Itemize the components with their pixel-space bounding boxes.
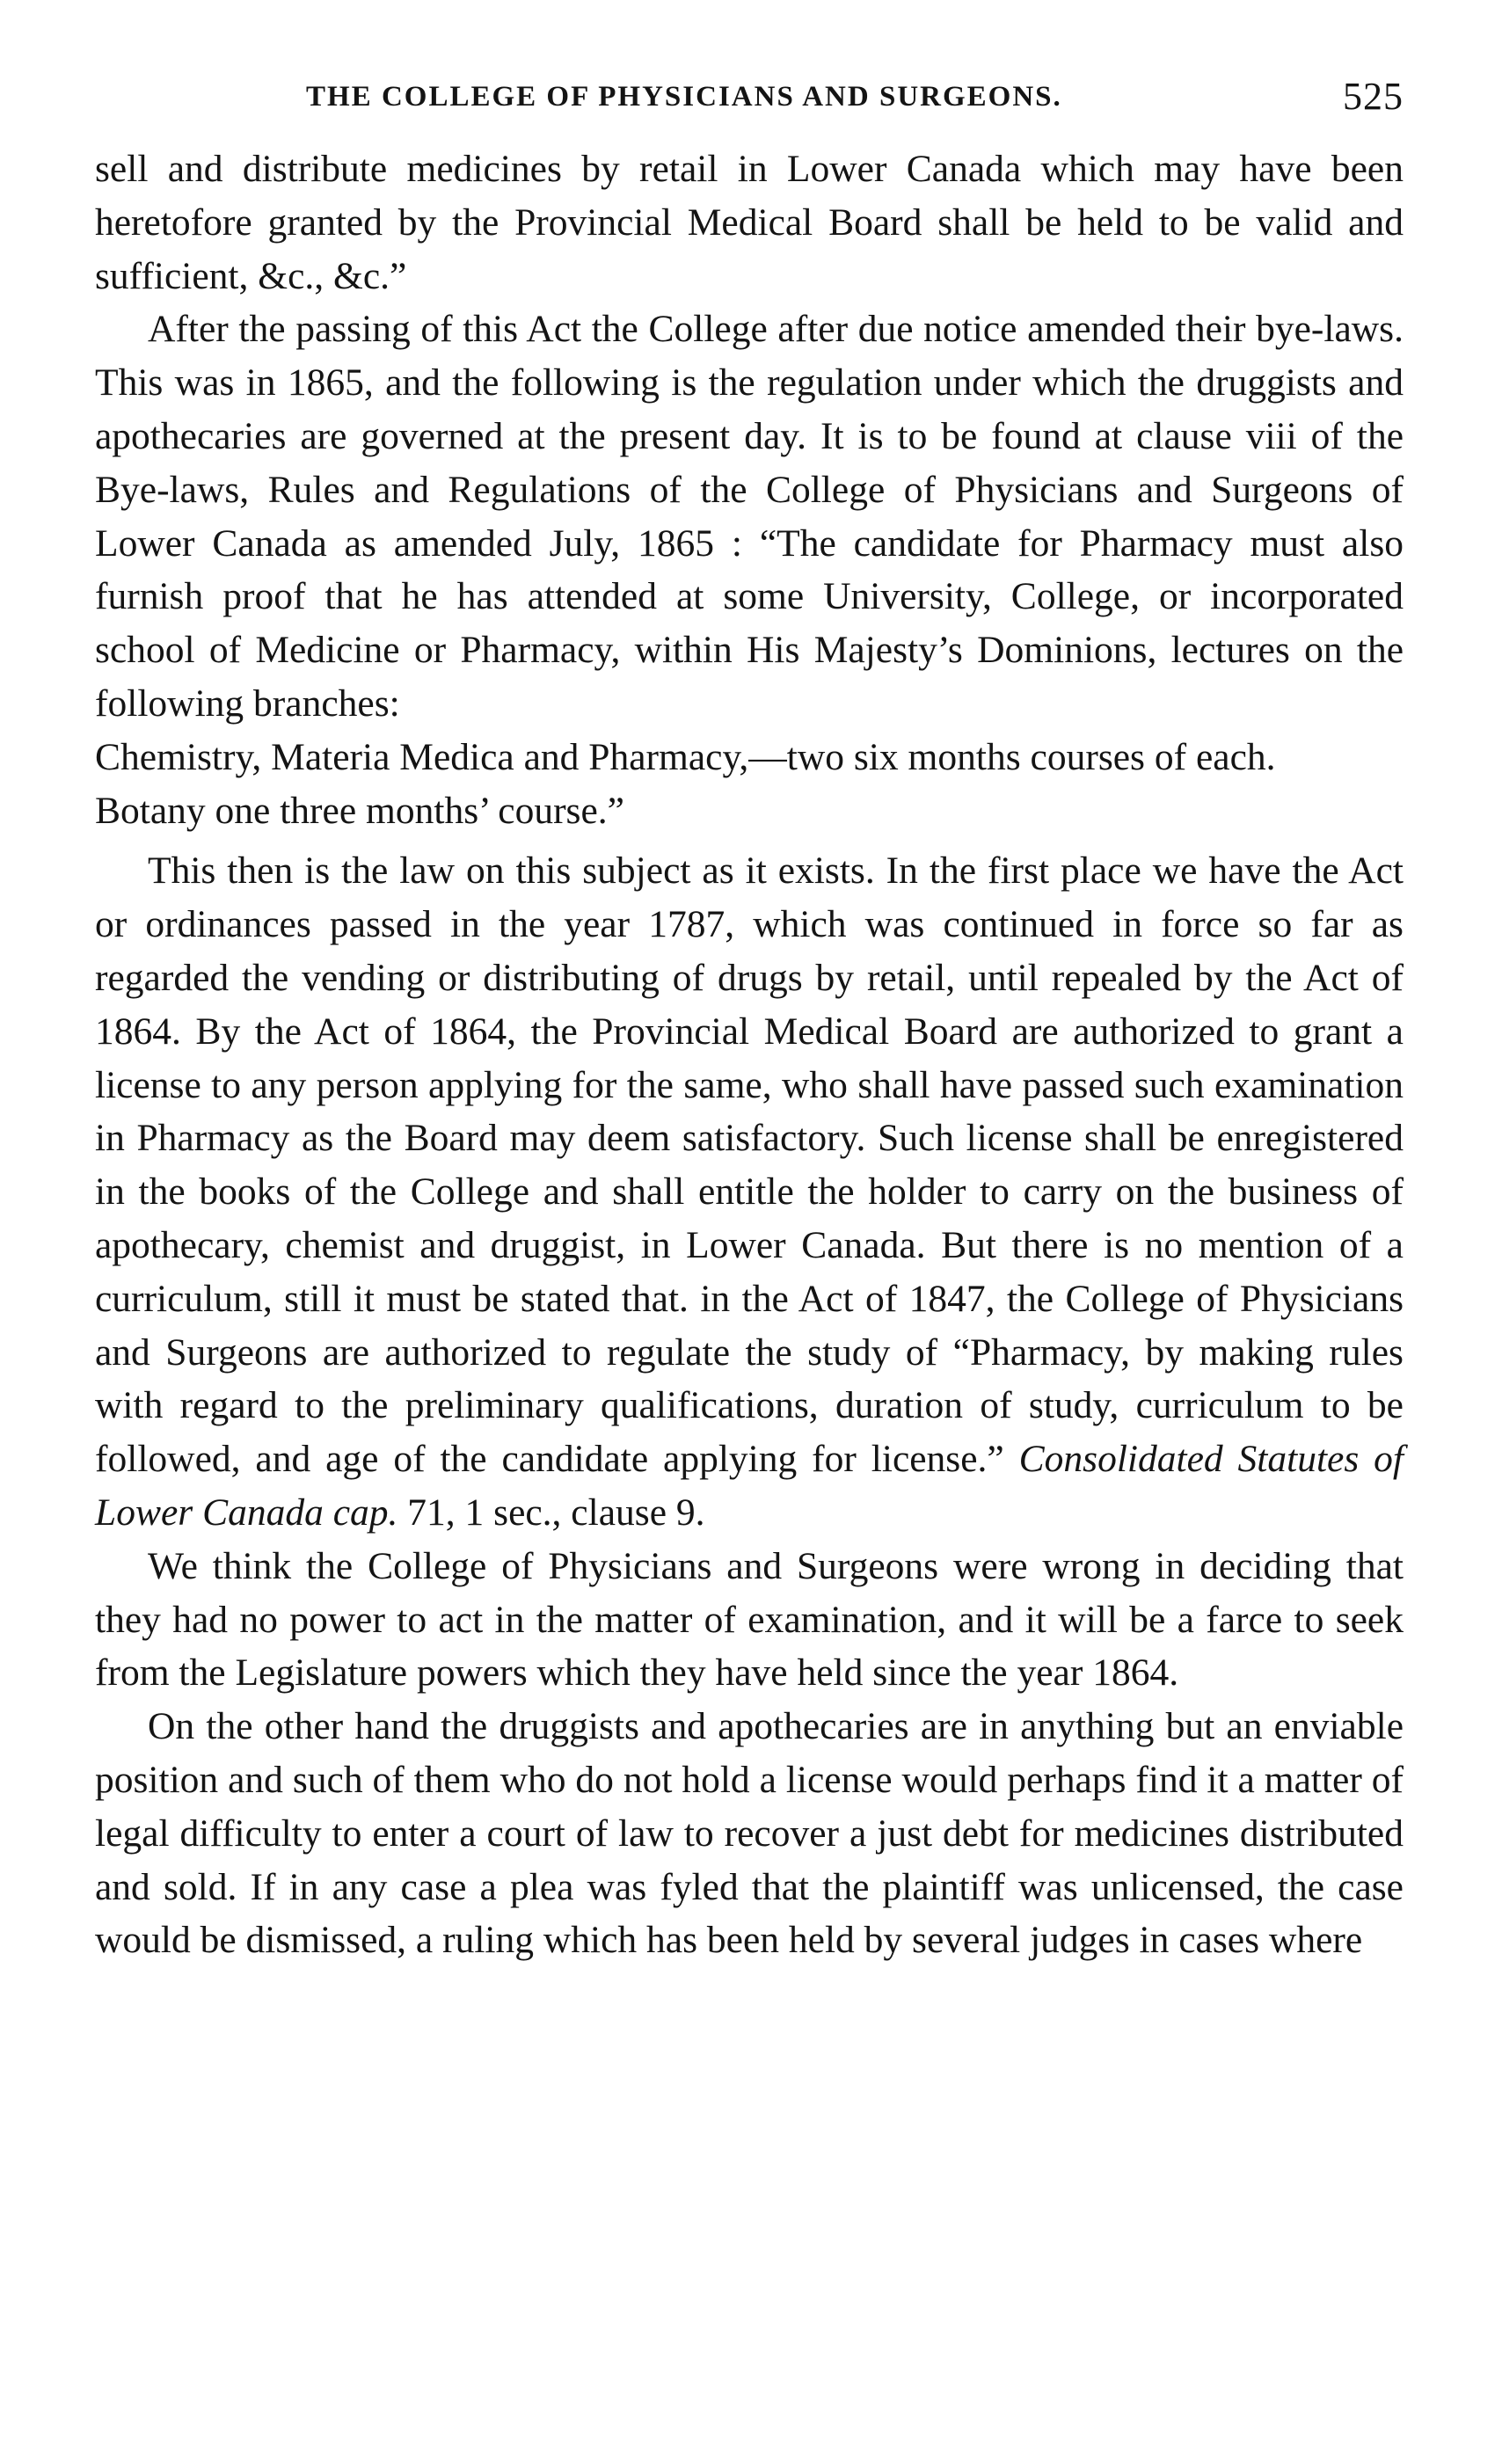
paragraph-law-text: This then is the law on this subject as it exists. In the first place we have the Act or ordinances passed in the year 1787, which was continued in force so far as regarded the vending or distributing of drugs by retail, until repealed by the Act of 1864. By the Act of 1864, the Provincial Medical Board are authorized to grant a license to any person applying for the same, who shall have passed such examination in Pharmacy as the Board may deem satisfactory. Such license shall be enregistered in the books of the College and shall entitle the holder to carry on the business of apothecary, chemist and druggist, in Lower Canada. But there is no mention of a curriculum, still it must be stated that. in the Act of 1847, the College of Physicians and Surgeons are authorized to regulate the study of “Pharmacy, by making rules with regard to the preliminary qualifications, duration of study, curriculum to be followed, and age of the candidate applying for license.” xyxy=(95,849,1404,1481)
paragraph-bye-laws: After the passing of this Act the College after due notice amended their bye-laws. This was in 1865, and the following is the regulation under which the druggists and apothecaries are governed at the present day. It is to be found at clause viii of the Bye-laws, Rules and Regulations of the College of Physicians and Surgeons of Lower Canada as amended July, 1865 : “The candidate for Pharmacy must also furnish proof that he has attended at some University, College, or incorporated school of Medicine or Pharmacy, within His Majesty’s Dominions, lectures on the following branches: xyxy=(95,308,1404,725)
running-title: THE COLLEGE OF PHYSICIANS AND SURGEONS. xyxy=(306,81,1062,113)
list-item-chemistry: Chemistry, Materia Medica and Pharmacy,—two six months courses of each. xyxy=(95,735,1276,778)
body-text xyxy=(95,142,1404,1967)
list-item-botany: Botany one three months’ course.” xyxy=(95,789,624,832)
statute-citation-tail: 71, 1 sec., clause 9. xyxy=(407,1491,705,1534)
paragraph-druggists-position: On the other hand the druggists and apothecaries are in anything but an enviable position and such of them who do not hold a license would perhaps find it a matter of legal difficulty to enter a court of law to recover a just debt for medicines distributed and sold. If in any case a plea was fyled that the plaintiff was unlicensed, the case would be dismissed, a ruling which has been held by several judges in cases where xyxy=(95,1705,1404,1962)
statute-citation: Consolidated Statutes of Lower Canada cap. xyxy=(95,1438,1404,1534)
paragraph-law xyxy=(95,844,1404,1539)
running-head xyxy=(95,69,1404,130)
page-number: 525 xyxy=(1343,75,1404,118)
paragraph-continued-quote: sell and distribute medicines by retail in Lower Canada which may have been heretofore granted by the Provincial Medical Board shall be held to be valid and sufficient, &c., &c.” xyxy=(95,148,1404,297)
paragraph-opinion: We think the College of Physicians and Surgeons were wrong in deciding that they had no power to act in the matter of examination, and it will be a farce to seek from the Legislature powers which they have held since the year 1864. xyxy=(95,1544,1404,1695)
